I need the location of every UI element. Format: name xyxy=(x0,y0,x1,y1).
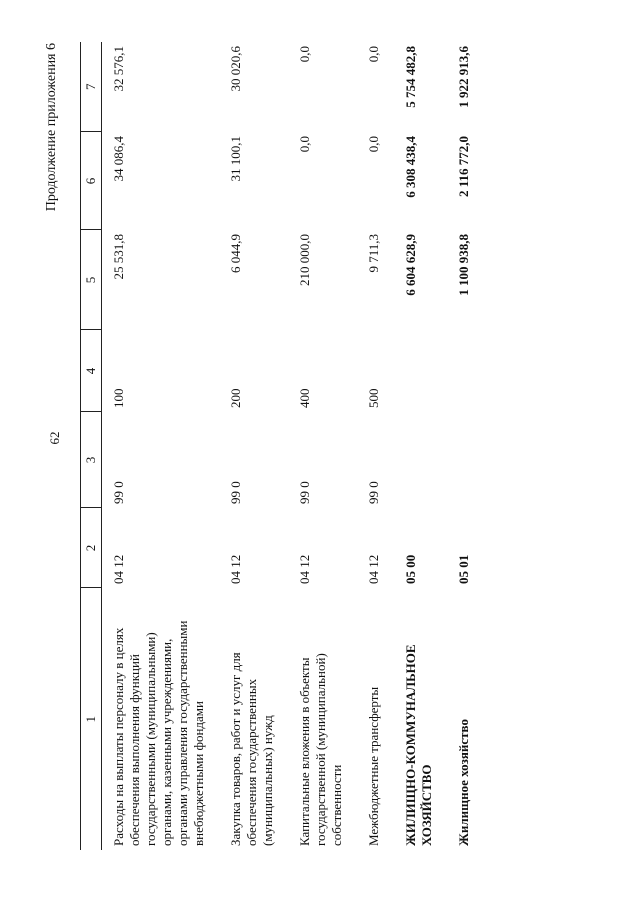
header-cell-3: 3 xyxy=(81,412,102,508)
row-value-col6: 31 100,1 xyxy=(228,136,243,182)
row-value-col6: 0,0 xyxy=(297,136,312,153)
row-section-code: 05 01 xyxy=(456,554,471,584)
row-value-col5: 1 100 938,8 xyxy=(456,234,471,296)
row-type-code: 500 xyxy=(366,388,381,408)
row-value-col6: 0,0 xyxy=(366,136,381,153)
table-row xyxy=(357,42,394,850)
row-name: Закупка товаров, работ и услуг для обеспечения государственных (муниципальных) нужд xyxy=(228,652,275,846)
table-row xyxy=(394,42,447,850)
row-type-code: 200 xyxy=(228,388,243,408)
table-row xyxy=(447,42,484,850)
row-type-code: 400 xyxy=(297,388,312,408)
row-value-col5: 210 000,0 xyxy=(297,234,312,286)
header-cell-4: 4 xyxy=(81,330,102,412)
row-name: ЖИЛИЩНО-КОММУНАЛЬНОЕ ХОЗЯЙСТВО xyxy=(403,644,434,846)
row-value-col5: 6 044,9 xyxy=(228,234,243,273)
row-value-col7: 5 754 482,8 xyxy=(403,46,418,108)
page-number: 62 xyxy=(47,431,62,445)
row-value-col7: 1 922 913,6 xyxy=(456,46,471,108)
header-cell-6: 6 xyxy=(81,132,102,230)
row-type-code xyxy=(447,330,484,412)
row-section-code: 04 12 xyxy=(297,554,312,584)
row-name: Межбюджетные трансферты xyxy=(366,686,381,846)
row-value-col6: 6 308 438,4 xyxy=(403,136,418,198)
row-value-col7: 30 020,6 xyxy=(228,46,243,92)
row-target-code xyxy=(447,412,484,508)
row-type-code xyxy=(394,330,447,412)
budget-table xyxy=(80,42,484,850)
row-name: Капитальные вложения в объекты государственной (муниципальной) собственности xyxy=(297,653,344,846)
row-target-code: 99 0 xyxy=(228,481,243,504)
row-target-code xyxy=(394,412,447,508)
row-type-code: 100 xyxy=(111,388,126,408)
table-row xyxy=(102,42,220,850)
header-cell-2: 2 xyxy=(81,508,102,588)
header-cell-7: 7 xyxy=(81,42,102,132)
row-target-code: 99 0 xyxy=(111,481,126,504)
row-target-code: 99 0 xyxy=(297,481,312,504)
row-section-code: 05 00 xyxy=(403,554,418,584)
row-section-code: 04 12 xyxy=(228,554,243,584)
rotated-page-content xyxy=(20,10,640,890)
continuation-caption: Продолжение приложения 6 xyxy=(44,43,59,212)
table-header-row xyxy=(81,42,102,850)
row-value-col5: 25 531,8 xyxy=(111,234,126,280)
row-value-col6: 34 086,4 xyxy=(111,136,126,182)
header-cell-5: 5 xyxy=(81,230,102,330)
row-value-col7: 0,0 xyxy=(366,46,381,63)
row-section-code: 04 12 xyxy=(111,554,126,584)
row-name: Жилищное хозяйство xyxy=(456,719,471,846)
row-value-col5: 6 604 628,9 xyxy=(403,234,418,296)
table-row xyxy=(288,42,357,850)
row-name: Расходы на выплаты персоналу в целях обеспечения выполнения функций государственными (муниципальными) органами, казенными учреждениями, органами управления государственными внебюджетными фондами xyxy=(111,620,206,846)
row-target-code: 99 0 xyxy=(366,481,381,504)
header-cell-1: 1 xyxy=(81,588,102,850)
row-value-col5: 9 711,3 xyxy=(366,234,381,273)
row-section-code: 04 12 xyxy=(366,554,381,584)
row-value-col6: 2 116 772,0 xyxy=(456,136,471,198)
table-row xyxy=(219,42,288,850)
row-value-col7: 0,0 xyxy=(297,46,312,63)
row-value-col7: 32 576,1 xyxy=(111,46,126,92)
